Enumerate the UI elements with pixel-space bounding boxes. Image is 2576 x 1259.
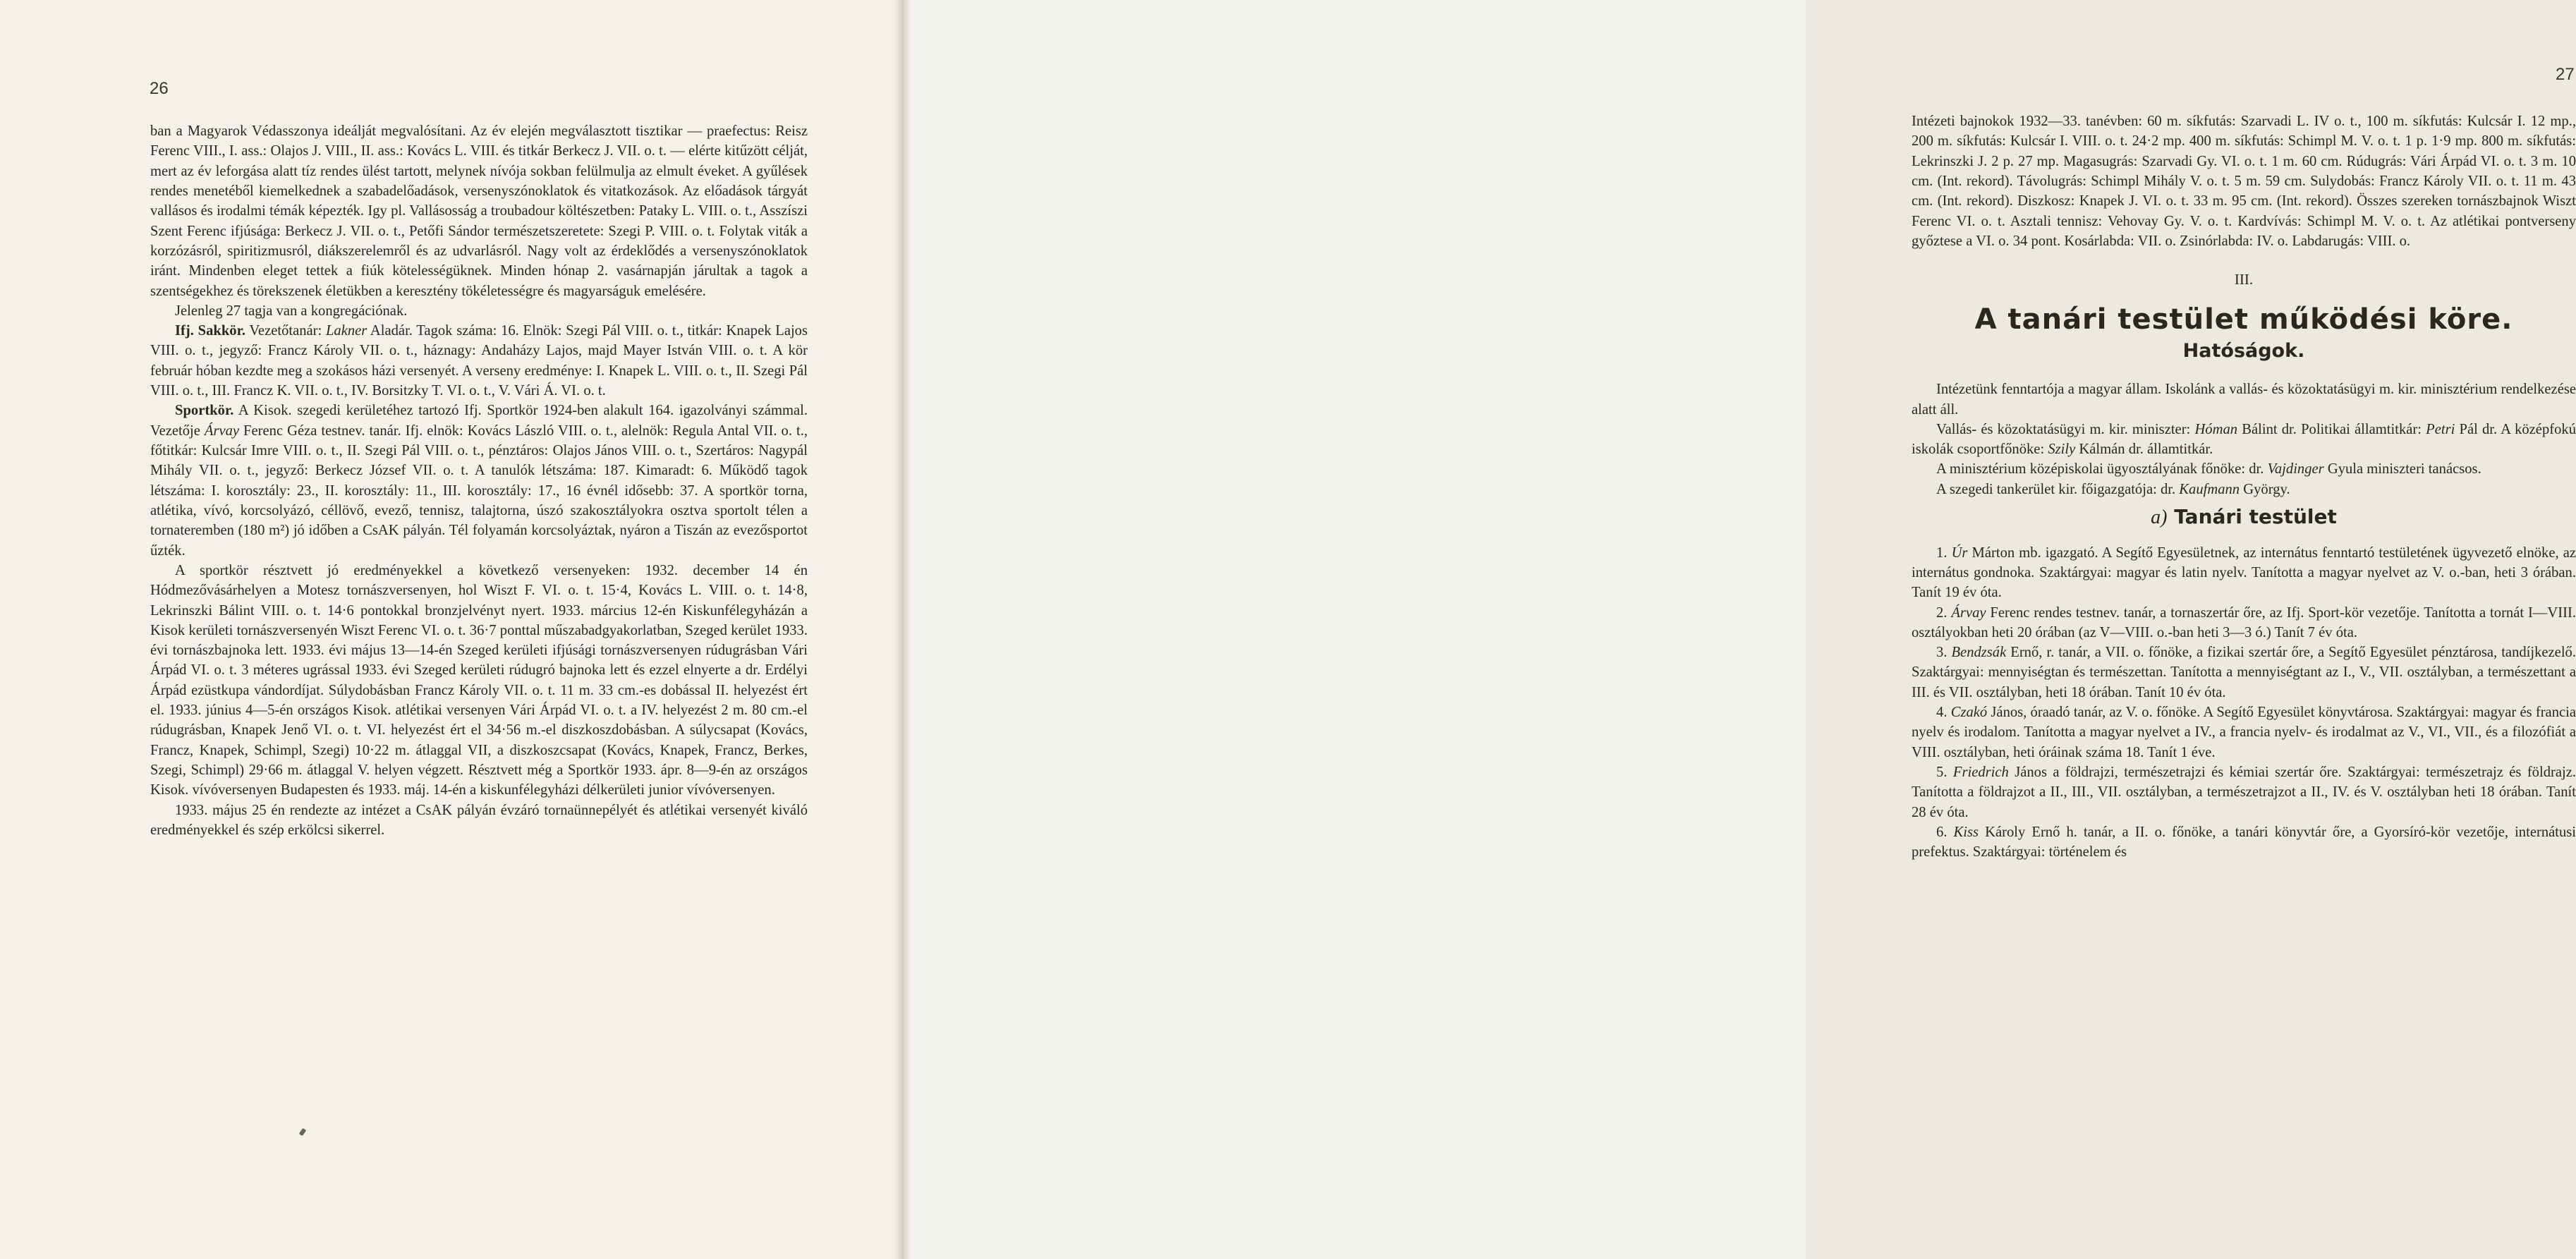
entry-number: 3. — [1936, 645, 1948, 661]
person-name: Friedrich — [1952, 765, 2009, 780]
text: A szegedi tankerület kir. főigazgatója: dr. — [1936, 481, 2180, 497]
text: Ferenc Géza testnev. tanár. Ifj. elnök: Kovács László VIII. o. t., alelnök: Regula Antal VII. o. t., főtitkár: Kulcsár Imre VIII. o. t., II. Szegi Pál VIII. o. t., pénztáros: Olajos János VIII. o. t., Szertáros: Nagypál Mihály VII. o. t., jegyző: Berkecz József VII. o. t. A tanulók létszáma: 187. Kimaradt: 6. Működő tagok létszáma: I. korosztály: 23., II. korosztály: 11., III. korosztály: 17., 16 évnél idősebb: 37. A sportkör torna, atlétika, vívó, korcsolyázó, céllövő, evező, tennisz, talajtorna, úszó szakosztályokra osztva sportolt télen a tornateremben (180 m²) jó időben a CsAK pályán. Tél folyamán korcsolyáztak, nyáron a Tiszán az evezősportot űzték. — [150, 422, 808, 559]
text: Vallás- és közoktatásügyi m. kir. miniszter: — [1936, 421, 2195, 437]
person-name: Kaufmann — [2179, 481, 2240, 497]
text: Ferenc rendes testnev. tanár, a tornaszertár őre, az Ifj. Sport-kör vezetője. Tanította a tornát I—VIII. osztályokban heti 20 órában (az V—VIII. o.-ban heti 3—3 ó.) Tanít 7 év óta. — [1912, 604, 2576, 640]
left-page — [0, 0, 903, 1259]
person-name: Árvay — [1951, 604, 1986, 621]
person-name: Vajdinger — [2267, 461, 2324, 478]
right-column — [1912, 111, 2576, 863]
subsection-text: Tanári testület — [2174, 505, 2337, 529]
paragraph: Intézeti bajnokok 1932—33. tanévben: 60 m. síkfutás: Szarvadi L. IV o. t., 100 m. síkfutás: Kulcsár I. 12 mp., 200 m. síkfutás: Kulcsár I. VIII. o. t. 24·2 mp. 400 m. síkfutás: Schimpl M. V. o. t. 1 p. 1·9 mp. 800 m. síkfutás: Lekrinszki J. 2 p. 27 mp. Magasugrás: Szarvadi Gy. VI. o. t. 1 m. 60 cm. Rúdugrás: Vári Árpád VI. o. t. 3 m. 10 cm. (Int. rekord). Távolugrás: Schimpl Mihály V. o. t. 5 m. 59 cm. Sulydobás: Francz Károly VII. o. t. 11 m. 43 cm. (Int. rekord). Diszkosz: Knapek J. VI. o. t. 33 m. 95 cm. (Int. rekord). Összes szereken tornászbajnok Wiszt Ferenc VI. o. t. Asztali tennisz: Vehovay Gy. V. o. t. Kardvívás: Schimpl M. V. o. t. Az atlétikai pontverseny győztese a VI. o. 34 pont. Kosárlabda: VII. o. Zsinórlabda: IV. o. Labdarugás: VIII. o. — [1912, 114, 2576, 249]
person-name: Szily — [2048, 442, 2076, 458]
person-name: Czakó — [1950, 705, 1988, 721]
text: György. — [2240, 481, 2290, 497]
paragraph — [1912, 420, 2576, 460]
text: Pál dr. A középfokú iskolák csoportfőnöke: — [1912, 421, 2576, 458]
entry-number: 1. — [1936, 545, 1948, 561]
chapter-number: III. — [2234, 271, 2254, 288]
person-name: Kiss — [1953, 824, 1979, 840]
paragraph — [1912, 459, 2576, 479]
left-column — [150, 121, 808, 840]
text: Márton mb. igazgató. A Segítő Egyesületnek, az internátus fenntartó testületének ügyvezető elnöke, az internátus gondnoka. Szaktárgyai: magyar és latin nyelv. Tanította a magyar nyelvet az V. o.-ban, heti 3 órában. Tanít 19 év óta. — [1912, 545, 2576, 601]
person-name: Úr — [1951, 545, 1968, 561]
paragraph: 1933. május 25 én rendezte az intézet a CsAK pályán évzáró tornaünnepélyét és atlétikai versenyét kiváló eredményekkel és szép erkölcsi sikerrel. — [150, 802, 808, 838]
chapter-title: A tanári testület működési köre. — [1974, 303, 2513, 336]
section-lead: Sportkör. — [175, 403, 234, 419]
subsection-title — [1912, 504, 2576, 532]
paragraph — [1912, 480, 2576, 499]
subsection-label: a) — [2151, 506, 2168, 529]
paragraph: Jelenleg 27 tagja van a kongregációnak. — [175, 303, 408, 319]
book-gutter — [894, 0, 911, 1259]
teacher-entry — [1912, 643, 2576, 703]
paragraph: ban a Magyarok Védasszonya ideálját megvalósítani. Az év elején megválasztott tisztikar — praefectus: Reisz Ferenc VIII., I. ass.: Olajos J. VIII., II. ass.: Kovács L. VIII. és titkár Berkecz J. VII. o. t. — elérte kitűzött célját, mert az év leforgása alatt tíz rendes ülést tartott, melynek nívója sokban felülmulja az elmult éveket. A gyűlések rendes menetéből kiemelkednek a szabadelőadások, versenyszónoklatok és vitatkozások. Az előadások tárgyát vallásos és irodalmi témák képezték. Igy pl. Vallásosság a troubadour költészetben: Pataky L. VIII. o. t., Asszíszi Szent Ferenc ifjúsága: Berkecz J. VII. o. t., Petőfi Sándor természetszeretete: Szegi P. VIII. o. t. Folytak viták a korzózásról, spiritizmusról, diákszerelemről és az udvarlásról. Nagy volt az érdeklődés a versenyszónoklatok iránt. Mindenben eleget tettek a fiúk kötelességüknek. Minden hónap 2. vasárnapján járultak a tagok a szentségekhez és törekszenek életükben a keresztény tökéletességre és magyarságuk emelésére. — [150, 123, 808, 299]
text: János, óraadó tanár, az V. o. főnöke. A Segítő Egyesület könyvtárosa. Szaktárgyai: magyar és francia nyelv és irodalom. Tanította a magyar nyelvet a IV., a francia nyelv- és irodalmat az V., VI., VII., és a filozófiát a VIII. osztályban, heti óráinak száma 18. Tanít 1 éve. — [1912, 705, 2576, 760]
teacher-entry — [1912, 822, 2576, 863]
entry-number: 6. — [1936, 824, 1948, 840]
teacher-entry — [1912, 603, 2576, 643]
text: A minisztérium középiskolai ügyosztályának főnöke: dr. — [1936, 461, 2268, 478]
page-number: 26 — [150, 79, 169, 98]
person-name: Petri — [2426, 421, 2455, 437]
text: Károly Ernő h. tanár, a II. o. főnöke, a tanári könyvtár őre, a Gyorsíró-kör vezetője, internátusi prefektus. Szaktárgyai: történelem és — [1912, 824, 2576, 860]
text: Ernő, r. tanár, a VII. o. főnöke, a fizikai szertár őre, a Segítő Egyesület pénztárosa, tandíjkezelő. Szaktárgyai: mennyiségtan és természettan. Tanította a mennyiségtant az I., V., VII. osztályban, a természettant a III. és VII. osztályban, heti 18 órában. Tanít 10 év óta. — [1912, 645, 2576, 700]
text: János a földrajzi, természetrajzi és kémiai szertár őre. Szaktárgyai: természetrajz és földrajz. Tanította a földrajzot a II., III., VII. osztályban, a természetrajzot a II., IV. és V. osztályban heti 18 órában. Tanít 28 év óta. — [1912, 765, 2576, 820]
paragraph-sportkor — [150, 401, 808, 561]
text: A Kisok. szegedi kerületéhez tartozó Ifj. Sportkör 1924-ben alakult 164. igazolványi számmal. Vezetője — [150, 403, 808, 439]
page-number: 27 — [2556, 65, 2575, 84]
person-name: Hóman — [2194, 421, 2238, 437]
text: Gyula miniszteri tanácsos. — [2323, 461, 2481, 478]
paragraph-sakkor — [150, 321, 808, 401]
paper-speck — [299, 1128, 307, 1136]
teacher-entry — [1912, 762, 2576, 822]
entry-number: 2. — [1936, 604, 1948, 621]
section-title: Hatóságok. — [2182, 340, 2305, 363]
text: Aladár. Tagok száma: 16. Elnök: Szegi Pál VIII. o. t., titkár: Knapek Lajos VIII. o. t., jegyző: Francz Károly VII. o. t., háznagy: Andaházy Lajos, majd Mayer István VIII. o. t. A kör február hóban kezdte meg a szokásos házi versenyét. A verseny eredménye: I. Knapek L. VIII. o. t., II. Szegi Pál VIII. o. t., III. Francz K. VII. o. t., IV. Borsitzky T. VI. o. t., V. Vári Á. VI. o. t. — [150, 323, 808, 399]
person-name: Árvay — [204, 422, 240, 439]
teacher-entry — [1912, 703, 2576, 762]
teacher-entry — [1912, 543, 2576, 603]
text: Vezetőtanár: — [245, 323, 326, 339]
paragraph: A sportkör résztvett jó eredményekkel a következő versenyeken: 1932. december 14 én Hódmezővásárhelyen a Motesz tornászversenyen, hol Wiszt F. VI. o. t. 15·4, Kovács L. VIII. o. t. 14·8, Lekrinszki Bálint VIII. o. t. 14·6 pontokkal bronzjelvényt nyert. 1933. március 12-én Kiskunfélegyházán a Kisok kerületi tornászversenyén Wiszt Ferenc VI. o. t. 36·7 ponttal műszabadgyakorlatban, Szeged kerület 1933. évi tornászbajnoka lett. 1933. évi május 13—14-én Szeged kerületi ifjúsági tornászversenyen rúdugrásban Vári Árpád VI. o. t. 3 méteres ugrással 1933. évi Szeged kerületi rúdugró bajnoka lett és ezzel elnyerte a dr. Erdélyi Árpád ezüstkupa vándordíjat. Súlydobásban Francz Károly VII. o. t. 11 m. 33 cm.-es dobással II. helyezést ért el. 1933. június 4—5-én országos Kisok. atlétikai versenyen Vári Árpád VI. o. t. a IV. helyezést 2 m. 80 cm.-el rúdugrásban, Knapek Jenő VI. o. t. VI. helyezést ért el 34·56 m.-el diszkoszdobásban. A súlycsapat (Kovács, Francz, Knapek, Schimpl, Szegi) 10·22 m. átlaggal VII, a diszkoszcsapat (Kovács, Knapek, Francz, Berkes, Szegi, Schimpl) 29·66 m. átlaggal V. helyen végzett. Résztvett még a Sportkör 1933. ápr. 8—9-én az országos Kisok. vívóversenyen Budapesten és 1933. máj. 14-én a kiskunfélegyházi délkerületi junior vívóversenyen. — [150, 562, 808, 798]
text: Bálint dr. Politikai államtitkár: — [2237, 421, 2426, 437]
paragraph: Intézetünk fenntartója a magyar állam. Iskolánk a vallás- és közoktatásügyi m. kir. minisztérium rendelkezése alatt áll. — [1912, 382, 2576, 418]
entry-number: 4. — [1936, 705, 1948, 721]
text: Kálmán dr. államtitkár. — [2075, 442, 2213, 458]
person-name: Bendzsák — [1951, 645, 2007, 661]
section-lead: Ifj. Sakkör. — [175, 323, 245, 339]
entry-number: 5. — [1936, 765, 1948, 780]
teacher-list — [1912, 543, 2576, 863]
person-name: Lakner — [325, 323, 367, 339]
right-page — [903, 0, 2576, 1259]
